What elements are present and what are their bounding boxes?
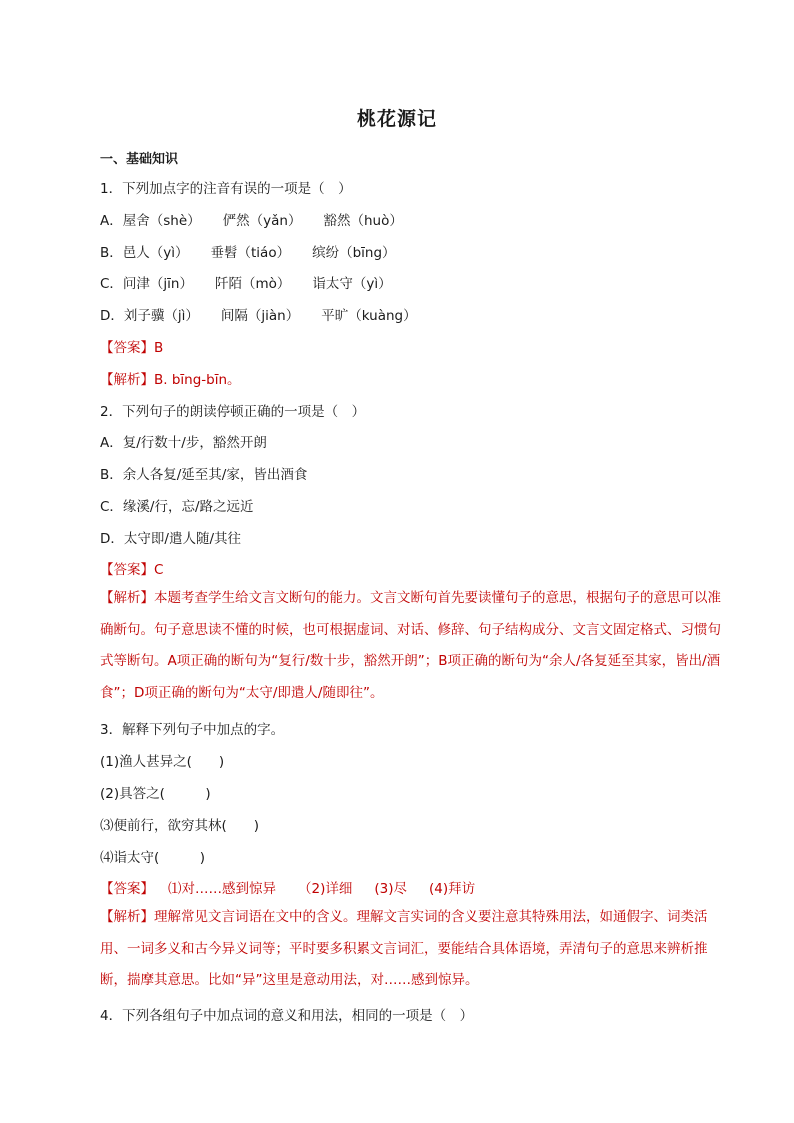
- q3-analysis: [100, 902, 722, 997]
- q3-item-4: ⑷诣太守( ): [100, 850, 206, 866]
- answer-value: C: [154, 562, 164, 578]
- q1-option-b: [100, 241, 722, 261]
- analysis-tag: 【解析】: [100, 909, 154, 925]
- analysis-text: 理解常见文言词语在文中的含义。理解文言实词的含义要注意其特殊用法，如通假字、词类活用、一词多义和古今异义词等；平时要多积累文言词汇，要能结合具体语境，弄清句子的意思来辨析推断，揣摩其意思。比如“异”这里是意动用法，对……感到惊异。: [100, 909, 708, 988]
- answer-4: (4)拜访: [428, 881, 476, 897]
- q2-stem: 2．下列句子的朗读停顿正确的一项是（ ）: [100, 404, 366, 420]
- q1-stem: 1．下列加点字的注音有误的一项是（ ）: [100, 181, 352, 197]
- q1-a-1: A．屋舍（shè）: [100, 213, 201, 229]
- q1-c-1: C．问津（jīn）: [100, 276, 193, 292]
- q1-b-1: B．邑人（yì）: [100, 245, 189, 261]
- analysis-text: 本题考查学生给文言文断句的能力。文言文断句首先要读懂句子的意思，根据句子的意思可以准确断句。句子意思读不懂的时候，也可根据虚词、对话、修辞、句子结构成分、文言文固定格式、习惯句式等断句。A项正确的断句为“复行/数十步，豁然开朗”；B项正确的断句为“余人/各复延至其家，皆出/酒食”；D项正确的断句为“太守/即遣人/随即往”。: [100, 590, 721, 701]
- q1-c-2: 阡陌（mò）: [214, 276, 291, 292]
- q2-answer: [100, 558, 722, 578]
- q1-option-d: [100, 304, 722, 324]
- q1-d-3: 平旷（kuàng）: [321, 308, 417, 324]
- q1-a-2: 俨然（yǎn）: [222, 213, 302, 229]
- analysis-text: B. bīng-bīn。: [154, 372, 241, 388]
- q1-analysis: [100, 368, 722, 388]
- answer-tag: 【答案】: [100, 340, 154, 356]
- q2-option-a: A．复/行数十/步，豁然开朗: [100, 435, 267, 451]
- q2-option-d: D．太守即/遣人随/其往: [100, 531, 241, 547]
- q1-answer: [100, 336, 722, 356]
- q1-d-2: 间隔（jiàn）: [220, 308, 300, 324]
- section-heading: 一、基础知识: [100, 152, 179, 167]
- q1-option-c: [100, 272, 722, 292]
- q3-item-1: (1)渔人甚异之( ): [100, 754, 225, 770]
- answer-3: (3)尽: [374, 881, 407, 897]
- q2-analysis: [100, 583, 722, 709]
- analysis-tag: 【解析】: [100, 590, 154, 606]
- q3-stem: 3．解释下列句子中加点的字。: [100, 722, 285, 738]
- q3-answer: [100, 877, 722, 897]
- q1-c-3: 诣太守（yì）: [312, 276, 392, 292]
- answer-2: （2)详细: [298, 881, 353, 897]
- answer-tag: 【答案】: [100, 562, 154, 578]
- page-title: 桃花源记: [356, 108, 437, 130]
- q2-option-c: C．缘溪/行，忘/路之远近: [100, 499, 254, 515]
- q2-option-b: B．余人各复/延至其/家，皆出酒食: [100, 467, 308, 483]
- q3-item-3: ⑶便前行，欲穷其林( ): [100, 818, 260, 834]
- q4-stem: 4．下列各组句子中加点词的意义和用法，相同的一项是（ ）: [100, 1008, 474, 1024]
- answer-value: B: [154, 340, 164, 356]
- answer-1: ⑴对……感到惊异: [168, 881, 276, 897]
- q1-b-2: 垂髫（tiáo）: [210, 245, 291, 261]
- answer-tag: 【答案】: [100, 881, 154, 897]
- q3-item-2: (2)具答之( ): [100, 786, 211, 802]
- q1-b-3: 缤纷（bīng）: [312, 245, 396, 261]
- q1-a-3: 豁然（huò）: [323, 213, 403, 229]
- q1-d-1: D．刘子骥（jì）: [100, 308, 199, 324]
- analysis-tag: 【解析】: [100, 372, 154, 388]
- q1-option-a: [100, 209, 722, 229]
